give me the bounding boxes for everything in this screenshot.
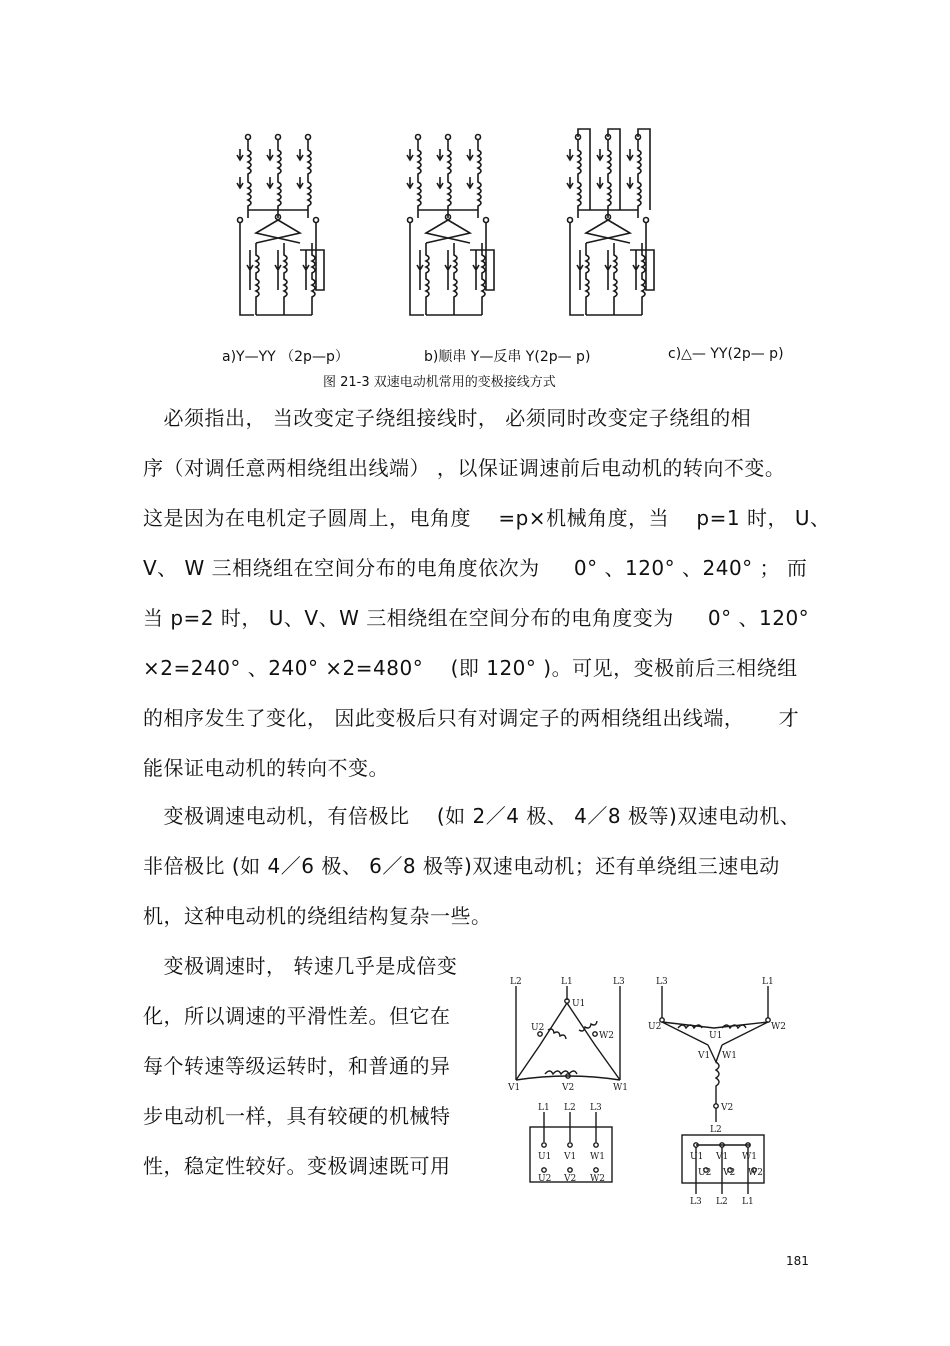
yy-box-w2: W2 bbox=[748, 1168, 763, 1178]
delta-box-u1: U1 bbox=[538, 1152, 552, 1162]
caption-a: a)Y—YY （2p—p） bbox=[222, 349, 349, 365]
yy-label-l2: L2 bbox=[710, 1125, 722, 1135]
yy-label-l3: L3 bbox=[656, 977, 668, 987]
delta-box-l1: L1 bbox=[538, 1103, 550, 1113]
paragraph-line: 变极调速时， 转速几乎是成倍变 bbox=[143, 954, 458, 978]
delta-box-v2: V2 bbox=[564, 1174, 577, 1184]
delta-label-l2: L2 bbox=[510, 977, 522, 987]
yy-box-l1: L1 bbox=[742, 1197, 754, 1207]
paragraph-line: 每个转速等级运转时，和普通的异 bbox=[143, 1054, 451, 1078]
delta-box-w1: W1 bbox=[590, 1152, 605, 1162]
delta-label-v2: V2 bbox=[562, 1083, 575, 1093]
paragraph-line: 非倍极比 (如 4／6 极、 6／8 极等)双速电动机；还有单绕组三速电动 bbox=[143, 854, 780, 878]
delta-label-l1: L1 bbox=[561, 977, 573, 987]
winding-diagrams-figure bbox=[225, 125, 695, 325]
paragraph-line: 能保证电动机的转向不变。 bbox=[143, 756, 389, 780]
yy-box-u1: U1 bbox=[690, 1152, 704, 1162]
caption-c: c)△— YY(2p— p) bbox=[668, 346, 784, 362]
delta-yy-wiring-figure bbox=[500, 970, 800, 1210]
yy-label-v2: V2 bbox=[721, 1103, 734, 1113]
paragraph-1 bbox=[143, 393, 831, 793]
paragraph-line: 序（对调任意两相绕组出线端） ，以保证调速前后电动机的转向不变。 bbox=[143, 456, 786, 480]
yy-box-w1: W1 bbox=[742, 1152, 757, 1162]
delta-box-u2: U2 bbox=[538, 1174, 552, 1184]
paragraph-line: 机，这种电动机的绕组结构复杂一些。 bbox=[143, 904, 492, 928]
paragraph-2 bbox=[143, 791, 808, 941]
paragraph-line: 性，稳定性较好。变极调速既可用 bbox=[143, 1154, 451, 1178]
delta-box-l2: L2 bbox=[564, 1103, 576, 1113]
yy-label-w2: W2 bbox=[771, 1022, 786, 1032]
yy-box-l2: L2 bbox=[716, 1197, 728, 1207]
paragraph-line: 这是因为在电机定子圆周上，电角度 =p×机械角度，当 p=1 时， U、 bbox=[143, 506, 831, 530]
delta-box-w2: W2 bbox=[590, 1174, 605, 1184]
yy-box-l3: L3 bbox=[690, 1197, 702, 1207]
delta-label-w2: W2 bbox=[599, 1031, 614, 1041]
page-number: 181 bbox=[786, 1254, 809, 1268]
paragraph-line: V、 W 三相绕组在空间分布的电角度依次为 0° 、120° 、240° ； 而 bbox=[143, 556, 808, 580]
yy-label-u1: U1 bbox=[709, 1031, 723, 1041]
diagram-b bbox=[407, 135, 494, 316]
paragraph-line: 的相序发生了变化， 因此变极后只有对调定子的两相绕组出线端， 才 bbox=[143, 706, 800, 730]
yy-box-v2: V2 bbox=[723, 1168, 736, 1178]
paragraph-line: 变极调速电动机，有倍极比 (如 2／4 极、 4／8 极等)双速电动机、 bbox=[143, 804, 801, 828]
delta-label-l3: L3 bbox=[613, 977, 625, 987]
delta-box-l3: L3 bbox=[590, 1103, 602, 1113]
delta-label-v1: V1 bbox=[508, 1083, 521, 1093]
paragraph-3 bbox=[143, 941, 483, 1191]
yy-box-v1: V1 bbox=[716, 1152, 729, 1162]
paragraph-line: 必须指出， 当改变定子绕组接线时， 必须同时改变定子绕组的相 bbox=[143, 406, 752, 430]
paragraph-line: ×2=240° 、240° ×2=480° (即 120° )。可见，变极前后三相绕组 bbox=[143, 656, 798, 680]
yy-label-u2: U2 bbox=[648, 1022, 662, 1032]
figure-title: 图 21-3 双速电动机常用的变极接线方式 bbox=[323, 375, 556, 390]
diagram-a bbox=[237, 135, 324, 316]
diagram-c bbox=[567, 129, 654, 315]
paragraph-line: 化，所以调速的平滑性差。但它在 bbox=[143, 1004, 451, 1028]
paragraph-line: 当 p=2 时， U、V、W 三相绕组在空间分布的电角度变为 0° 、120° bbox=[143, 606, 810, 630]
caption-b: b)顺串 Y—反串 Y(2p— p) bbox=[424, 349, 591, 365]
delta-label-u1: U1 bbox=[572, 999, 586, 1009]
yy-box-u2: U2 bbox=[698, 1168, 712, 1178]
paragraph-line: 步电动机一样，具有较硬的机械特 bbox=[143, 1104, 451, 1128]
yy-label-l1: L1 bbox=[762, 977, 774, 987]
yy-label-v1: V1 bbox=[698, 1051, 711, 1061]
delta-box-v1: V1 bbox=[564, 1152, 577, 1162]
delta-label-w1: W1 bbox=[613, 1083, 628, 1093]
delta-label-u2: U2 bbox=[531, 1023, 545, 1033]
yy-label-w1: W1 bbox=[722, 1051, 737, 1061]
